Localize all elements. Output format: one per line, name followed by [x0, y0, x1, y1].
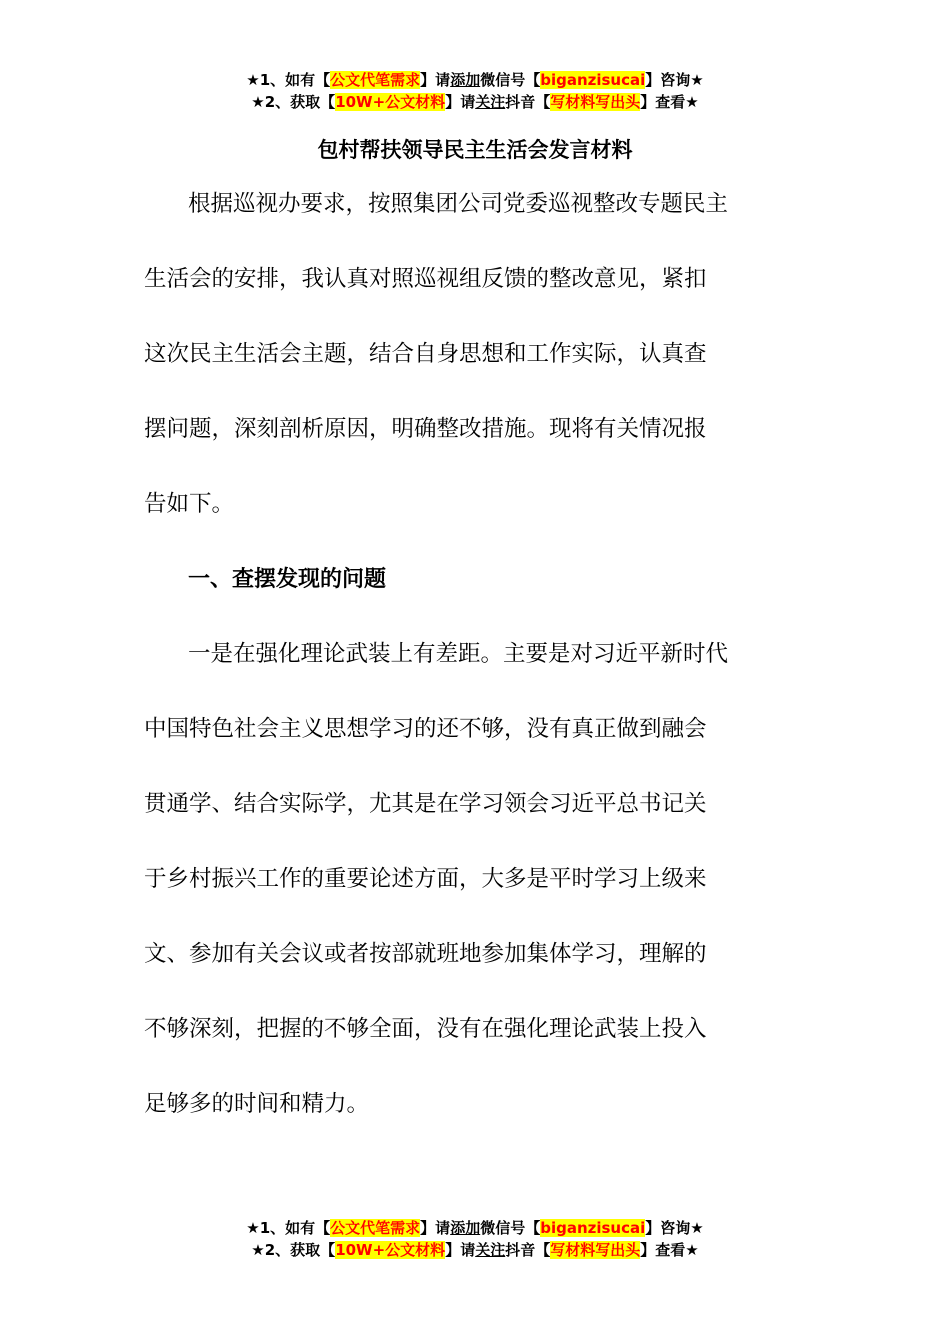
text-line: 告如下。: [144, 491, 235, 517]
banner-wechat-id: biganzisucai: [540, 1219, 646, 1237]
banner-text: 】查看★: [640, 1241, 699, 1259]
banner-text: ★2、获取【: [251, 1241, 336, 1259]
text-line: 摆问题，深刻剖析原因，明确整改措施。现将有关情况报: [144, 416, 707, 442]
banner-line-2: [0, 91, 950, 113]
banner-douyin-name: 写材料写出头: [550, 1241, 641, 1259]
banner-text: ★1、如有【: [246, 71, 331, 89]
top-banner: [0, 69, 950, 113]
intro-paragraph: [144, 167, 804, 542]
banner-douyin-name: 写材料写出头: [550, 93, 641, 111]
banner-line-1: [0, 69, 950, 91]
banner-text: 】咨询★: [645, 71, 704, 89]
banner-underlined: 添加: [450, 1219, 481, 1237]
banner-wechat-id: biganzisucai: [540, 71, 646, 89]
bottom-banner: [0, 1217, 950, 1261]
document-title: 包村帮扶领导民主生活会发言材料: [317, 138, 633, 162]
section-heading: 一、查摆发现的问题: [188, 567, 387, 592]
banner-line-1: [0, 1217, 950, 1239]
text-line: 不够深刻，把握的不够全面，没有在强化理论武装上投入: [144, 1016, 707, 1042]
text-line: 文、参加有关会议或者按部就班地参加集体学习，理解的: [144, 941, 707, 967]
banner-highlight: 10W+公文材料: [335, 1241, 446, 1259]
banner-text: 】请: [445, 1241, 476, 1259]
text-line: 足够多的时间和精力。: [144, 1091, 370, 1117]
banner-text: 】咨询★: [645, 1219, 704, 1237]
text-line: 根据巡视办要求，按照集团公司党委巡视整改专题民主: [188, 191, 729, 217]
banner-text: ★1、如有【: [246, 1219, 331, 1237]
banner-text: 】查看★: [640, 93, 699, 111]
banner-line-2: [0, 1239, 950, 1261]
problem-paragraph: [144, 617, 804, 1142]
banner-text: ★2、获取【: [251, 93, 336, 111]
banner-text: 】请: [420, 71, 451, 89]
text-line: 中国特色社会主义思想学习的还不够，没有真正做到融会: [144, 716, 707, 742]
banner-text: 】请: [420, 1219, 451, 1237]
text-line: 于乡村振兴工作的重要论述方面，大多是平时学习上级来: [144, 866, 707, 892]
text-line: 一是在强化理论武装上有差距。主要是对习近平新时代: [188, 641, 729, 667]
banner-text: 抖音【: [505, 1241, 551, 1259]
banner-underlined: 关注: [475, 1241, 506, 1259]
banner-text: 】请: [445, 93, 476, 111]
banner-underlined: 关注: [475, 93, 506, 111]
banner-highlight: 公文代笔需求: [330, 1219, 421, 1237]
banner-text: 微信号【: [480, 1219, 541, 1237]
banner-highlight: 公文代笔需求: [330, 71, 421, 89]
document-body: [144, 167, 804, 1142]
banner-highlight: 10W+公文材料: [335, 93, 446, 111]
banner-text: 微信号【: [480, 71, 541, 89]
text-line: 生活会的安排，我认真对照巡视组反馈的整改意见，紧扣: [144, 266, 707, 292]
text-line: 这次民主生活会主题，结合自身思想和工作实际，认真查: [144, 341, 707, 367]
banner-text: 抖音【: [505, 93, 551, 111]
banner-underlined: 添加: [450, 71, 481, 89]
text-line: 贯通学、结合实际学，尤其是在学习领会习近平总书记关: [144, 791, 707, 817]
